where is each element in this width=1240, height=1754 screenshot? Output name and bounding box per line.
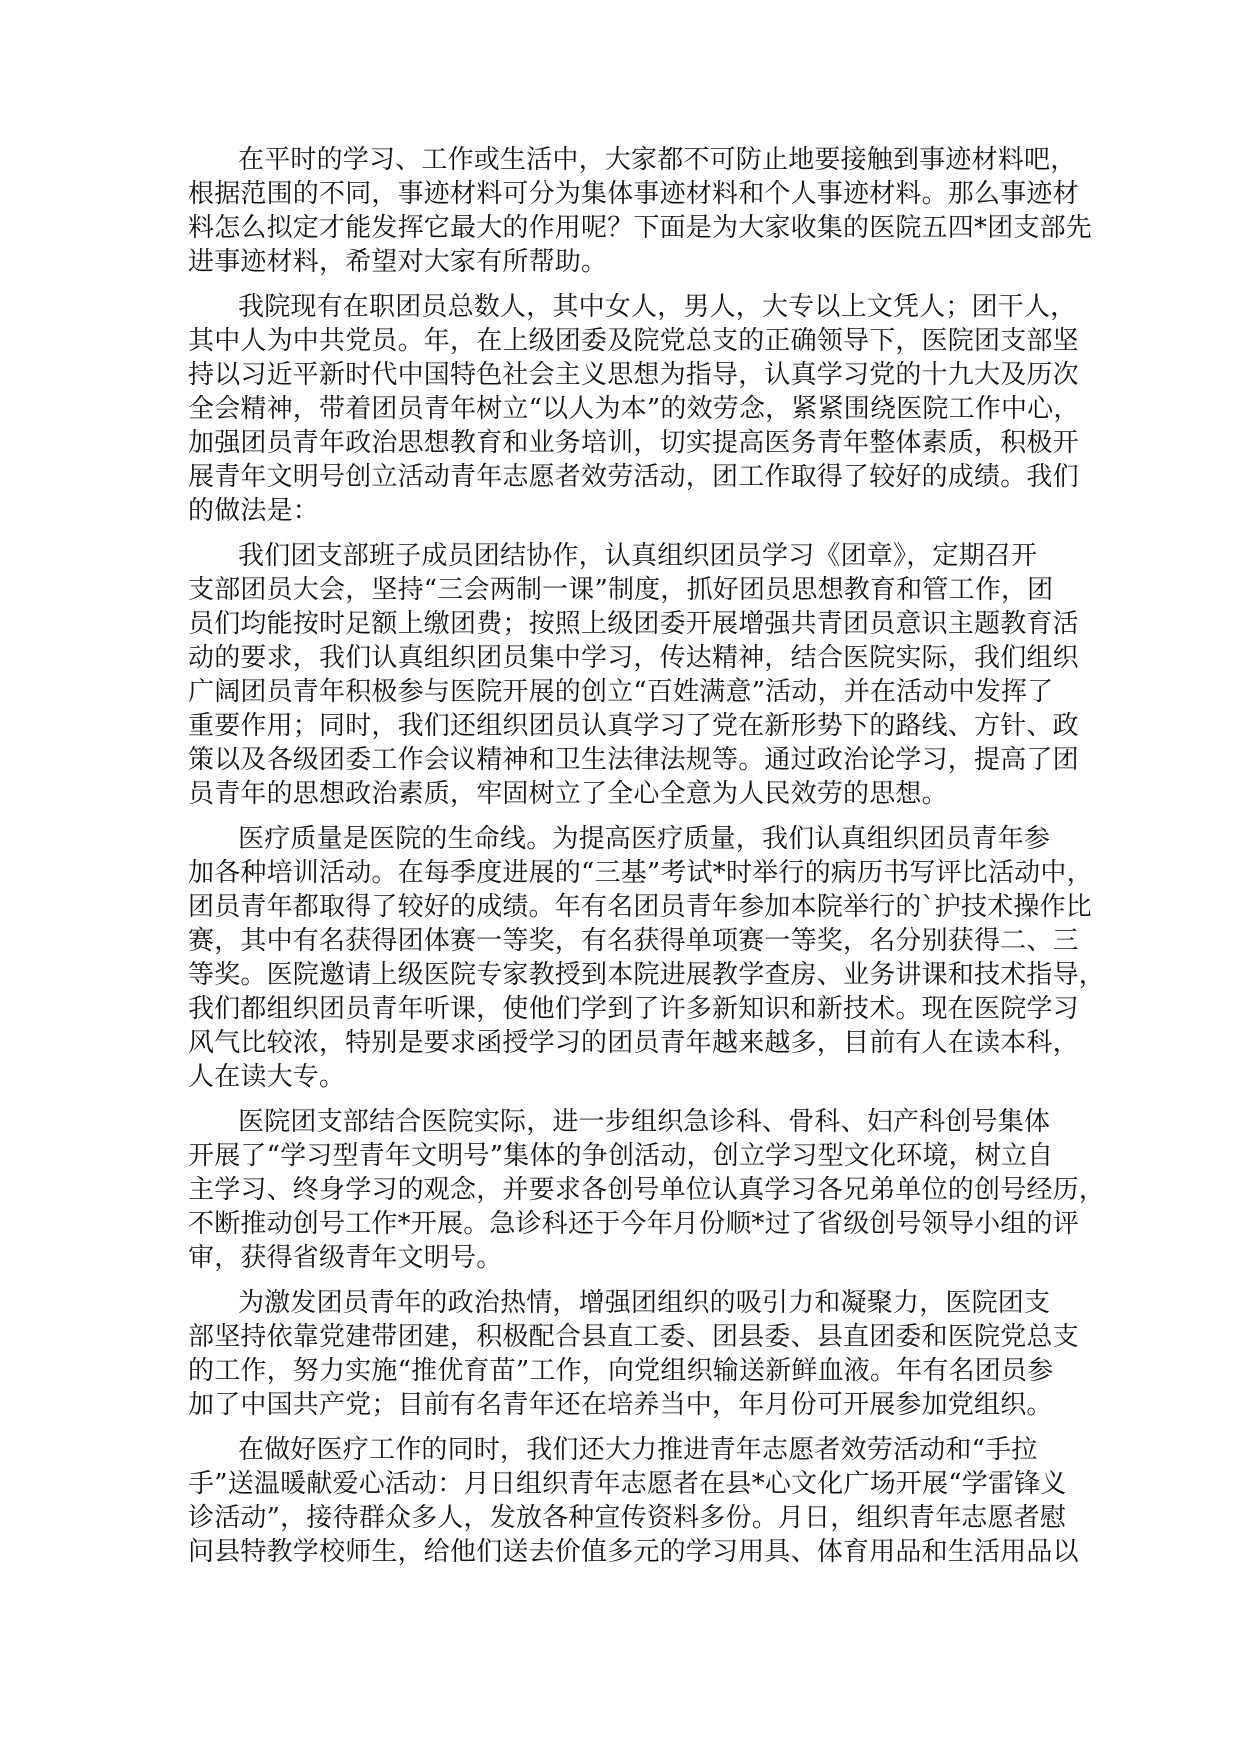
text-line: 我们都组织团员青年听课，使他们学到了许多新知识和新技术。现在医院学习 [188, 994, 1079, 1024]
text-line: 问县特教学校师生，给他们送去价值多元的学习用具、体育用品和生活用品以 [188, 1537, 1079, 1567]
text-line: 审，获得省级青年文明号。 [188, 1243, 503, 1273]
text-line: 手”送温暖献爱心活动：月日组织青年志愿者在县*心文化广场开展“学雷锋义 [188, 1469, 1067, 1499]
text-line: 持以习近平新时代中国特色社会主义思想为指导，认真学习党的十九大及历次 [188, 360, 1079, 390]
text-line: 料怎么拟定才能发挥它最大的作用呢？下面是为大家收集的医院五四*团支部先 [188, 213, 1093, 243]
text-line: 的做法是： [188, 496, 320, 526]
text-line: 展青年文明号创立活动青年志愿者效劳活动，团工作取得了较好的成绩。我们 [188, 462, 1079, 492]
text-line: 广阔团员青年积极参与医院开展的创立“百姓满意”活动，并在活动中发挥了 [188, 677, 1054, 707]
text-line: 等奖。医院邀请上级医院专家教授到本院进展教学查房、业务讲课和技术指导， [188, 960, 1106, 990]
paragraph [188, 1105, 1106, 1275]
text-line: 在平时的学习、工作或生活中，大家都不可防止地要接触到事迹材料吧， [238, 145, 1077, 175]
text-line: 医院团支部结合医院实际，进一步组织急诊科、骨科、妇产科创号集体 [238, 1107, 1051, 1137]
text-line: 开展了“学习型青年文明号”集体的争创活动，创立学习型文化环境，树立自 [188, 1141, 1054, 1171]
text-line: 全会精神，带着团员青年树立“以人为本”的效劳念，紧紧围绕医院工作中心， [188, 394, 1080, 424]
text-line: 进事迹材料，希望对大家有所帮助。 [188, 247, 608, 277]
paragraph [188, 1433, 1079, 1569]
text-line: 加各种培训活动。在每季度进展的“三基”考试*时举行的病历书写评比活动中， [188, 858, 1093, 888]
paragraph [188, 290, 1080, 528]
text-line: 我院现有在职团员总数人，其中女人，男人，大专以上文凭人；团干人， [238, 292, 1077, 322]
text-line: 动的要求，我们认真组织团员集中学习，传达精神，结合医院实际，我们组织 [188, 643, 1079, 673]
text-line: 员们均能按时足额上缴团费；按照上级团委开展增强共青团员意识主题教育活 [188, 609, 1079, 639]
text-line: 为激发团员青年的政治热情，增强团组织的吸引力和凝聚力，医院团支 [238, 1288, 1051, 1318]
text-line: 主学习、终身学习的观念，并要求各创号单位认真学习各兄弟单位的创号经历， [188, 1175, 1106, 1205]
text-line: 加了中国共产党；目前有名青年还在培养当中，年月份可开展参加党组织。 [188, 1390, 1053, 1420]
paragraph [188, 822, 1106, 1094]
text-line: 团员青年都取得了较好的成绩。年有名团员青年参加本院举行的`护技术操作比 [188, 892, 1093, 922]
text-line: 人在读大专。 [188, 1062, 346, 1092]
text-line: 赛，其中有名获得团体赛一等奖，有名获得单项赛一等奖，名分别获得二、三 [188, 926, 1079, 956]
text-line: 部坚持依靠党建带团建，积极配合县直工委、团县委、县直团委和医院党总支 [188, 1322, 1079, 1352]
text-line: 风气比较浓，特别是要求函授学习的团员青年越来越多，目前有人在读本科， [188, 1028, 1079, 1058]
text-line: 支部团员大会，坚持“三会两制一课”制度，抓好团员思想教育和管工作，团 [188, 575, 1054, 605]
paragraph [188, 1286, 1079, 1422]
text-line: 策以及各级团委工作会议精神和卫生法律法规等。通过政治论学习，提高了团 [188, 745, 1079, 775]
paragraph [188, 539, 1079, 811]
text-line: 重要作用；同时，我们还组织团员认真学习了党在新形势下的路线、方针、政 [188, 711, 1079, 741]
text-line: 根据范围的不同，事迹材料可分为集体事迹材料和个人事迹材料。那么事迹材 [188, 179, 1079, 209]
text-line: 的工作，努力实施“推优育苗”工作，向党组织输送新鲜血液。年有名团员参 [188, 1356, 1054, 1386]
text-line: 我们团支部班子成员团结协作，认真组织团员学习《团章》，定期召开 [238, 541, 1038, 571]
paragraph [188, 143, 1093, 279]
text-line: 诊活动”，接待群众多人，发放各种宣传资料多份。月日，组织青年志愿者慰 [188, 1503, 1067, 1533]
text-line: 在做好医疗工作的同时，我们还大力推进青年志愿者效劳活动和“手拉 [238, 1435, 1038, 1465]
text-line: 不断推动创号工作*开展。急诊科还于今年月份顺*过了省级创号领导小组的评 [188, 1209, 1080, 1239]
text-line: 医疗质量是医院的生命线。为提高医疗质量，我们认真组织团员青年参 [238, 824, 1051, 854]
document-page [188, 143, 1106, 1580]
text-line: 其中人为中共党员。年，在上级团委及院党总支的正确领导下，医院团支部坚 [188, 326, 1079, 356]
text-line: 员青年的思想政治素质，牢固树立了全心全意为人民效劳的思想。 [188, 779, 948, 809]
text-line: 加强团员青年政治思想教育和业务培训，切实提高医务青年整体素质，积极开 [188, 428, 1079, 458]
